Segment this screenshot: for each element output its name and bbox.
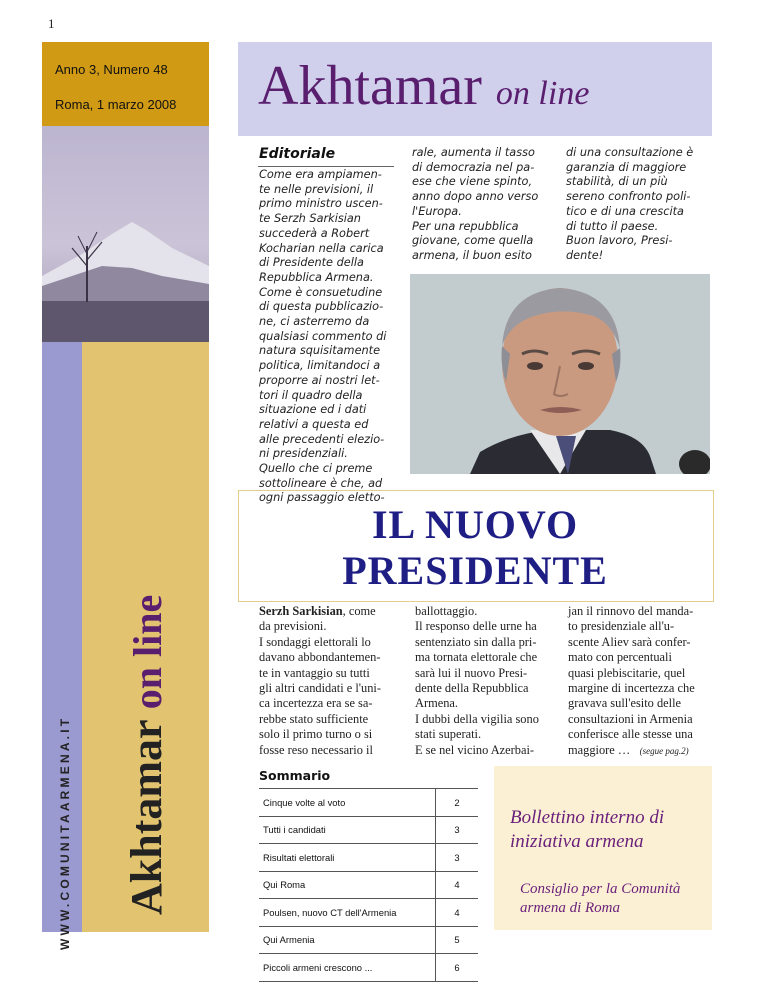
editorial-line: dente! [566,248,604,262]
editorial-heading: Editoriale [259,146,336,162]
editorial-line: ne, ci asterremo da [259,315,370,329]
article-line: I sondaggi elettorali lo [259,634,371,649]
summary-item-title[interactable]: Risultati elettorali [259,844,436,872]
article-lead-rest: , come [342,604,376,618]
summary-item-title[interactable]: Cinque volte al voto [259,789,436,817]
editorial-line: Repubblica Armena. [259,270,374,284]
editorial-column-3 [566,146,710,264]
article-line: fosse reso necessario il [259,742,373,757]
summary-item-title[interactable]: Piccoli armeni crescono ... [259,954,436,982]
headline-line-1: IL NUOVO [371,502,579,547]
editorial-line: Quello che ci preme [259,462,373,476]
article-line: stati superati. [415,727,482,742]
president-photo [410,274,710,474]
table-row[interactable] [259,899,478,927]
summary-item-title[interactable]: Qui Armenia [259,926,436,954]
editorial-line: Per una repubblica [412,219,519,233]
article-line: I dubbi della vigilia sono [415,711,539,726]
editorial-line: tico e di una crescita [566,204,684,218]
issue-box [42,42,209,126]
summary-item-page: 6 [436,954,479,982]
issue-number: Anno 3, Numero 48 [55,62,168,77]
article-line: consultazioni in Armenia [568,711,693,726]
article-lead-name: Serzh Sarkisian [259,604,343,618]
editorial-line: Come era ampiamen- [259,168,382,181]
article-column-3 [568,604,710,759]
editorial-line: l'Europa. [412,204,462,218]
editorial-line: Come è consuetudine [259,285,383,299]
masthead-title-suffix: on line [495,75,590,112]
article-line: rebbe stato sufficiente [259,711,369,726]
headline-line-2: PRESIDENTE [342,548,608,593]
table-row[interactable] [259,789,478,817]
article-line: to presidenziale all'u- [568,619,675,634]
editorial-rule [258,166,394,167]
article-last-line: maggiore … [568,742,631,757]
issue-date: Roma, 1 marzo 2008 [55,97,177,112]
sidebar-title-text: Akhtamar [122,720,171,915]
editorial-line: proporre ai nostri let- [259,373,380,387]
table-row[interactable] [259,871,478,899]
article-line: te in vantaggio su tutti [259,665,370,680]
table-row[interactable] [259,954,478,982]
editorial-line: succederà a Robert [259,226,370,240]
editorial-line: ogni passaggio eletto- [259,491,385,505]
bulletin-organization: Consiglio per la Comunità armena di Roma [520,881,681,916]
summary-item-title[interactable]: Qui Roma [259,871,436,899]
article-line: ballottaggio. [415,604,478,618]
article-line: E se nel vicino Azerbai- [415,742,535,757]
summary-item-page: 3 [436,816,479,844]
editorial-column-1 [259,168,395,506]
article-line: margine di incertezza che [568,681,695,696]
editorial-line: primo ministro uscen- [259,197,383,211]
editorial-line: di democrazia nel pa- [412,160,535,174]
article-line: conferisce alle stesse una [568,727,693,742]
editorial-line: situazione ed i dati [259,403,367,417]
editorial-line: garanzia di maggiore [566,160,687,174]
summary-heading: Sommario [259,768,331,783]
bulletin-title: Bollettino interno di iniziativa armena [510,807,665,852]
editorial-line: rale, aumenta il tasso [412,146,535,159]
article-line [259,604,393,619]
editorial-line: te nelle previsioni, il [259,182,374,196]
editorial-line: giovane, come quella [412,234,534,248]
editorial-line: te Serzh Sarkisian [259,212,361,226]
website-url: WWW.COMUNITAARMENA.IT [58,715,72,950]
article-column-2 [415,604,550,758]
summary-table [259,788,478,982]
article-line: ca incertezza era se sa- [259,696,373,711]
editorial-line: di tutto il paese. [566,219,659,233]
article-line: davano abbondantemen- [259,650,381,665]
article-line: Armena. [415,696,459,711]
article-line: dente della Repubblica [415,681,529,696]
editorial-line: sereno confronto poli- [566,190,691,204]
mount-ararat-photo [42,126,209,342]
table-row[interactable] [259,926,478,954]
masthead-title-text: Akhtamar [258,55,482,117]
article-line: da previsioni. [259,619,327,634]
editorial-column-2 [412,146,549,264]
article-line: scente Aliev sarà confer- [568,634,691,649]
editorial-line: armena, il buon esito [412,248,532,262]
editorial-line: relativi a questa ed [259,417,369,431]
summary-item-page: 4 [436,871,479,899]
summary-item-page: 5 [436,926,479,954]
editorial-line: di una consultazione è [566,146,694,159]
editorial-line: ese che viene spinto, [412,175,533,189]
masthead-title [258,55,590,117]
editorial-line: Buon lavoro, Presi- [566,234,673,248]
continued-link[interactable]: (segue pag.2) [639,745,689,756]
article-line: solo il primo turno o si [259,727,373,742]
editorial-line: qualsiasi commento di [259,329,387,343]
editorial-line: alle precedenti elezio- [259,432,385,446]
article-line: sarà lui il nuovo Presi- [415,665,528,680]
editorial-line: stabilità, di un più [566,175,668,189]
editorial-line: ni presidenziali. [259,447,348,461]
article-line: mato con percentuali [568,650,672,665]
table-row[interactable] [259,816,478,844]
editorial-line: anno dopo anno verso [412,190,539,204]
summary-item-page: 3 [436,844,479,872]
article-line: ma tornata elettorale che [415,650,538,665]
editorial-line: politica, limitandoci a [259,359,381,373]
article-line: Il responso delle urne ha [415,619,537,634]
article-line: gravava sull'esito delle [568,696,682,711]
summary-item-page: 4 [436,899,479,927]
summary-item-title[interactable]: Tutti i candidati [259,816,436,844]
sidebar-title [122,594,171,915]
editorial-line: natura squisitamente [259,344,381,358]
article-line: quasi plebiscitarie, quel [568,665,686,680]
article-line [568,743,710,759]
table-row[interactable] [259,844,478,872]
article-line: jan il rinnovo del manda- [568,604,694,618]
editorial-line: tori il quadro della [259,388,363,402]
editorial-line: Kocharian nella carica [259,241,384,255]
article-line: sentenziato sin dalla pri- [415,634,537,649]
article-column-1 [259,604,393,758]
page-number: 1 [48,16,55,31]
sidebar-title-suffix: on line [125,594,170,710]
article-line: gli altri candidati e l'uni- [259,681,381,696]
summary-item-page: 2 [436,789,479,817]
editorial-line: sottolineare è che, ad [259,476,383,490]
editorial-line: di Presidente della [259,256,364,270]
article-headline [238,502,712,594]
summary-item-title[interactable]: Poulsen, nuovo CT dell'Armenia [259,899,436,927]
editorial-line: di questa pubblicazio- [259,300,384,314]
